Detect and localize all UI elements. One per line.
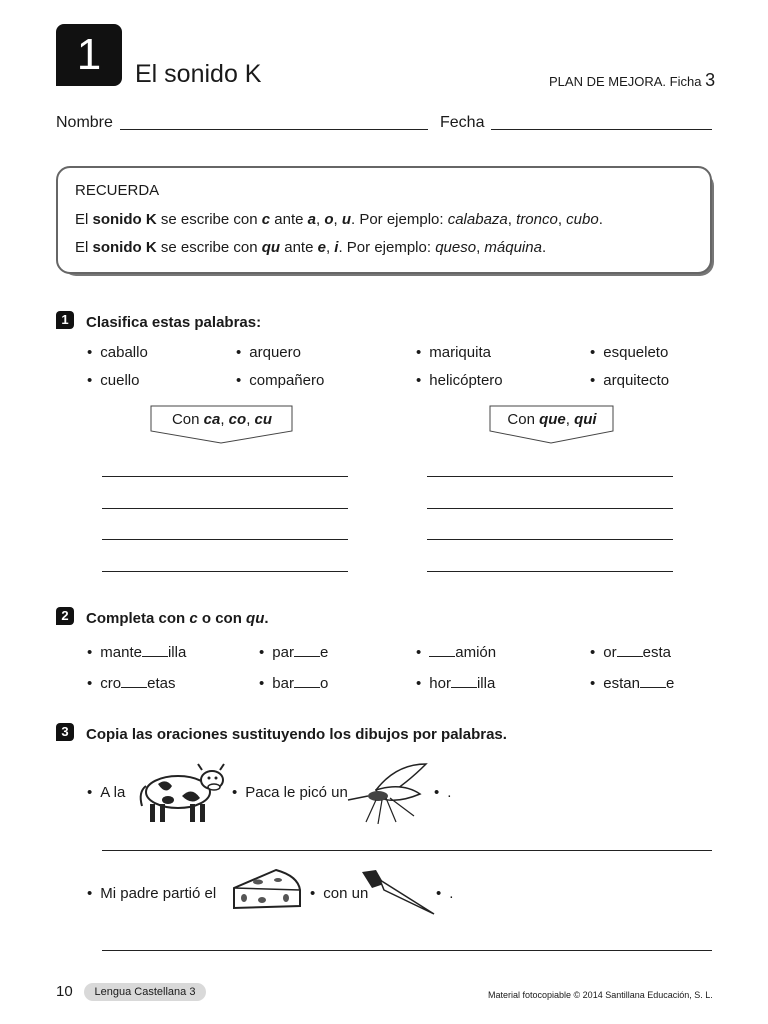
rule-qu: El sonido K se escribe con qu ante e, i. Por ejemplo: queso, máquina. bbox=[75, 239, 547, 256]
name-label: Nombre bbox=[56, 114, 113, 131]
blank[interactable] bbox=[617, 642, 643, 657]
exercise-3-title: Copia las oraciones sustituyendo los dibujos por palabras. bbox=[86, 726, 507, 743]
fill-item: • amión bbox=[416, 642, 496, 661]
word-item: • cuello bbox=[87, 372, 139, 389]
fill-item: • mante illa bbox=[87, 642, 186, 661]
answer-line[interactable] bbox=[102, 476, 348, 477]
cheese-icon bbox=[230, 866, 304, 914]
blank[interactable] bbox=[142, 642, 168, 657]
fill-item: • hor illa bbox=[416, 673, 495, 692]
plan-label: PLAN DE MEJORA. Ficha 3 bbox=[549, 70, 716, 90]
word-item: • esqueleto bbox=[590, 344, 668, 361]
blank[interactable] bbox=[429, 642, 455, 657]
answer-line[interactable] bbox=[102, 571, 348, 572]
mosquito-icon bbox=[346, 760, 430, 824]
page-number: 10 bbox=[56, 983, 73, 1000]
word-item: • helicóptero bbox=[416, 372, 503, 389]
sentence-1-middle: • Paca le picó un bbox=[232, 784, 348, 801]
word-item: • caballo bbox=[87, 344, 148, 361]
answer-line[interactable] bbox=[102, 539, 348, 540]
sentence-1-start: • A la bbox=[87, 784, 125, 801]
exercise-2-title: Completa con c o con qu. bbox=[86, 610, 269, 627]
recuerda-heading: RECUERDA bbox=[75, 182, 160, 199]
tag-que-qui: Con que, qui bbox=[507, 411, 597, 428]
unit-number: 1 bbox=[76, 30, 102, 79]
cow-icon bbox=[136, 762, 226, 826]
answer-line[interactable] bbox=[102, 850, 712, 851]
exercise-2-number: 2 bbox=[56, 607, 74, 625]
word-item: • arquero bbox=[236, 344, 301, 361]
page-title: El sonido K bbox=[135, 60, 262, 88]
rule-c: El sonido K se escribe con c ante a, o, u. Por ejemplo: calabaza, tronco, cubo. bbox=[75, 211, 603, 228]
sentence-1-end: • . bbox=[434, 784, 451, 801]
blank[interactable] bbox=[451, 673, 477, 688]
answer-line[interactable] bbox=[427, 539, 673, 540]
copyright: Material fotocopiable © 2014 Santillana Educación, S. L. bbox=[488, 990, 713, 1000]
exercise-1-number: 1 bbox=[56, 311, 74, 329]
tag-ca-co-cu: Con ca, co, cu bbox=[171, 411, 273, 428]
fill-item: • cro etas bbox=[87, 673, 175, 692]
book-badge: Lengua Castellana 3 bbox=[84, 983, 206, 1001]
name-field[interactable] bbox=[120, 129, 428, 130]
knife-icon bbox=[358, 866, 438, 918]
fill-item: • par e bbox=[259, 642, 328, 661]
blank[interactable] bbox=[640, 673, 666, 688]
word-item: • arquitecto bbox=[590, 372, 669, 389]
word-item: • compañero bbox=[236, 372, 324, 389]
date-field[interactable] bbox=[491, 129, 712, 130]
exercise-3-number: 3 bbox=[56, 723, 74, 741]
answer-line[interactable] bbox=[427, 476, 673, 477]
fill-item: • bar o bbox=[259, 673, 328, 692]
fill-item: • estan e bbox=[590, 673, 674, 692]
answer-line[interactable] bbox=[102, 950, 712, 951]
date-label: Fecha bbox=[440, 114, 485, 131]
blank[interactable] bbox=[294, 673, 320, 688]
sentence-2-start: • Mi padre partió el bbox=[87, 885, 216, 902]
blank[interactable] bbox=[294, 642, 320, 657]
fill-item: • or esta bbox=[590, 642, 671, 661]
answer-line[interactable] bbox=[427, 571, 673, 572]
sentence-2-end: • . bbox=[436, 885, 453, 902]
sentence-2-middle: • con un bbox=[310, 885, 368, 902]
answer-line[interactable] bbox=[427, 508, 673, 509]
exercise-1-title: Clasifica estas palabras: bbox=[86, 314, 262, 331]
blank[interactable] bbox=[121, 673, 147, 688]
word-item: • mariquita bbox=[416, 344, 491, 361]
answer-line[interactable] bbox=[102, 508, 348, 509]
